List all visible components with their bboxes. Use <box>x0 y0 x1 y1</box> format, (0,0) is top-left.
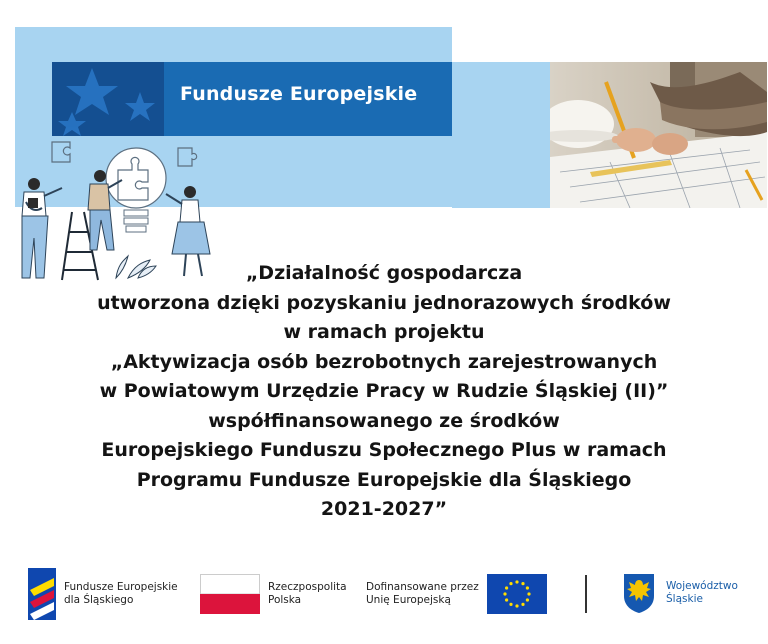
funding-logos-strip <box>0 560 768 630</box>
fe-logo-line1: Fundusze Europejskie <box>64 581 178 593</box>
description-line: utworzona dzięki pozyskaniu jednorazowych środków <box>97 291 671 314</box>
logo-eu <box>366 574 547 614</box>
slaskie-eagle-crest-icon <box>622 572 656 614</box>
fundusze-banner <box>52 62 452 136</box>
description-line: w Powiatowym Urzędzie Pracy w Rudzie Śląskiej (II)” <box>99 380 669 402</box>
eu-logo-line2: Unię Europejską <box>366 594 451 606</box>
logo-fe-slaskie <box>28 568 178 620</box>
project-description <box>0 259 768 525</box>
header-background-right <box>452 62 550 208</box>
logo-divider <box>585 575 587 613</box>
description-line: w ramach projektu <box>283 321 485 343</box>
fe-flag-icon <box>28 568 56 620</box>
rp-logo-line1: Rzeczpospolita <box>268 581 347 593</box>
eu-stars-icon <box>52 62 164 136</box>
polish-flag-icon <box>200 574 260 614</box>
description-line: „Działalność gospodarcza <box>245 262 523 284</box>
description-line: 2021-2027” <box>320 498 448 520</box>
slaskie-logo-line1: Województwo <box>666 580 738 592</box>
eu-flag-icon <box>487 574 547 614</box>
eu-logo-line1: Dofinansowane przez <box>366 581 479 593</box>
fe-logo-line2: dla Śląskiego <box>64 594 134 606</box>
banner-stars-panel <box>52 62 164 136</box>
description-line: „Aktywizacja osób bezrobotnych zarejestrowanych <box>110 350 658 373</box>
banner-title: Fundusze Europejskie <box>180 83 418 105</box>
rp-logo-line2: Polska <box>268 594 302 606</box>
photo-drafting-hands <box>550 62 767 208</box>
slaskie-logo-line2: Śląskie <box>666 593 703 605</box>
logo-wojewodztwo-slaskie <box>622 572 738 614</box>
description-line: Europejskiego Funduszu Społecznego Plus w ramach <box>101 439 667 461</box>
description-line: współfinansowanego ze środków <box>208 409 560 432</box>
logo-rzeczpospolita <box>200 574 347 614</box>
description-line: Programu Fundusze Europejskie dla Śląskiego <box>136 468 632 491</box>
